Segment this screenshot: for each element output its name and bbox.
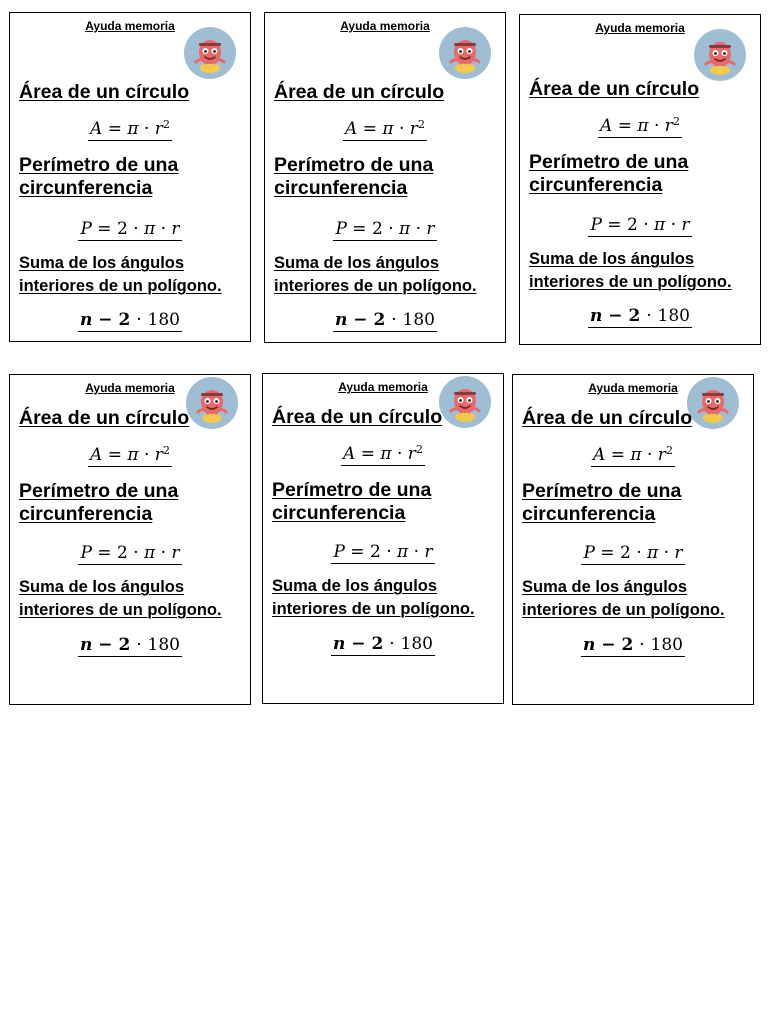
card-title: Ayuda memoria [338, 380, 428, 394]
perimeter-heading: Perímetro de una circunferencia [274, 154, 434, 200]
memory-card-6 [512, 374, 754, 705]
perimeter-heading: Perímetro de una circunferencia [522, 480, 682, 526]
area-heading: Área de un círculo [522, 407, 693, 429]
angle-sum-formula: n − 2 · 180 [334, 310, 435, 330]
card-title: Ayuda memoria [588, 381, 678, 395]
angle-sum-heading: Suma de los ángulos interiores de un polígono. [274, 254, 477, 295]
memory-card-4 [9, 374, 251, 705]
card-title: Ayuda memoria [595, 21, 685, 35]
area-heading: Área de un círculo [529, 78, 700, 100]
area-heading: Área de un círculo [19, 81, 190, 103]
angle-sum-formula: n − 2 · 180 [582, 635, 683, 655]
avatar-icon [694, 29, 746, 81]
angle-sum-formula: n − 2 · 180 [589, 306, 690, 326]
perimeter-heading: Perímetro de una circunferencia [529, 151, 689, 197]
angle-sum-heading: Suma de los ángulos interiores de un polígono. [272, 577, 475, 618]
area-formula: $A = \pi \cdot r^2$ [343, 443, 423, 464]
perimeter-formula: P = 2 · π · r [80, 543, 180, 563]
memory-card-1 [9, 12, 251, 342]
avatar-icon [439, 27, 491, 79]
memory-card-2 [264, 12, 506, 343]
angle-sum-formula: n − 2 · 180 [79, 635, 180, 655]
angle-sum-heading: Suma de los ángulos interiores de un polígono. [19, 254, 222, 295]
angle-sum-formula: n − 2 · 180 [79, 310, 180, 330]
area-heading: Área de un círculo [19, 407, 190, 429]
area-heading: Área de un círculo [272, 406, 443, 428]
area-formula: $A = \pi \cdot r^2$ [345, 118, 425, 139]
area-formula: $A = \pi \cdot r^2$ [600, 115, 680, 136]
perimeter-heading: Perímetro de una circunferencia [19, 154, 179, 200]
avatar-icon [184, 27, 236, 79]
area-heading: Área de un círculo [274, 81, 445, 103]
perimeter-heading: Perímetro de una circunferencia [272, 479, 432, 525]
area-formula: $A = \pi \cdot r^2$ [593, 444, 673, 465]
area-formula: $A = \pi \cdot r^2$ [90, 444, 170, 465]
memory-card-3 [519, 14, 761, 345]
card-title: Ayuda memoria [340, 19, 430, 33]
card-title: Ayuda memoria [85, 381, 175, 395]
perimeter-formula: P = 2 · π · r [590, 215, 690, 235]
angle-sum-heading: Suma de los ángulos interiores de un polígono. [529, 250, 732, 291]
perimeter-formula: P = 2 · π · r [333, 542, 433, 562]
memory-card-5 [262, 373, 504, 704]
perimeter-formula: P = 2 · π · r [80, 219, 180, 239]
card-title: Ayuda memoria [85, 19, 175, 33]
perimeter-formula: P = 2 · π · r [335, 219, 435, 239]
area-formula: $A = \pi \cdot r^2$ [90, 118, 170, 139]
angle-sum-heading: Suma de los ángulos interiores de un polígono. [19, 578, 222, 619]
angle-sum-heading: Suma de los ángulos interiores de un polígono. [522, 578, 725, 619]
angle-sum-formula: n − 2 · 180 [332, 634, 433, 654]
perimeter-formula: P = 2 · π · r [583, 543, 683, 563]
perimeter-heading: Perímetro de una circunferencia [19, 480, 179, 526]
